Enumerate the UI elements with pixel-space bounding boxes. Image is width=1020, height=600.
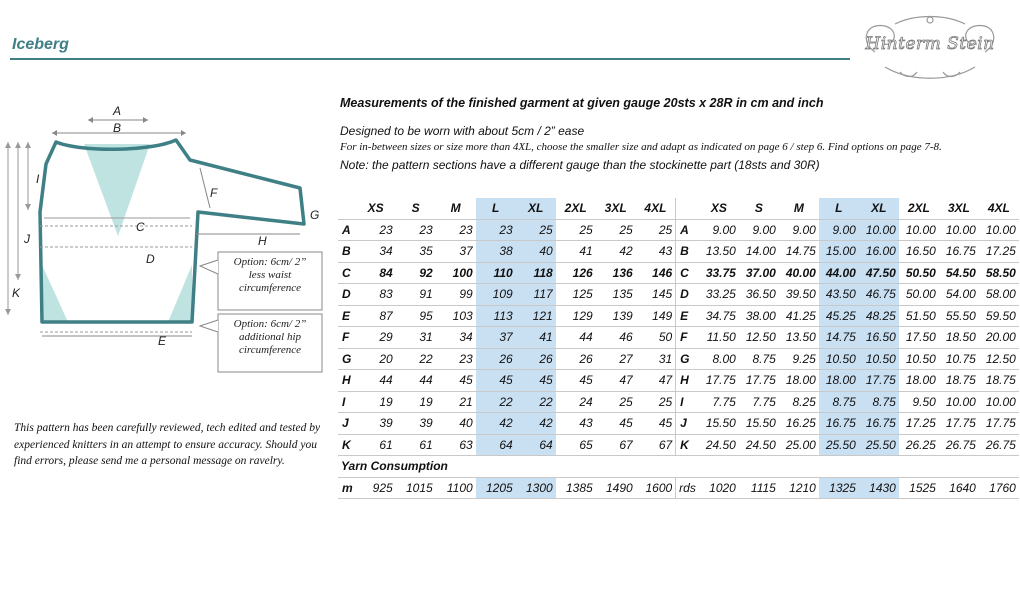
cm-value: 46 — [596, 327, 636, 349]
cm-value: 45 — [596, 413, 636, 435]
inch-value: 41.25 — [779, 305, 819, 327]
inch-value: 24.50 — [699, 434, 739, 456]
cm-value: 23 — [476, 219, 516, 241]
row-label: G — [676, 348, 699, 370]
inch-value: 9.00 — [739, 219, 779, 241]
row-label: A — [338, 219, 356, 241]
yarn-meters: 925 — [356, 477, 396, 499]
cm-value: 65 — [556, 434, 596, 456]
row-label: C — [676, 262, 699, 284]
hip-note-line: Option: 6cm/ 2” — [233, 318, 307, 330]
table-row — [338, 348, 1019, 370]
cm-value: 135 — [596, 284, 636, 306]
inch-value: 26.25 — [899, 434, 939, 456]
label-e: E — [158, 334, 167, 348]
row-label: C — [338, 262, 356, 284]
table-row — [338, 370, 1019, 392]
size-header: 2XL — [899, 198, 939, 219]
label-c: C — [136, 220, 145, 234]
yarn-meters: 1300 — [516, 477, 556, 499]
yarn-unit-label: rds — [676, 477, 699, 499]
cm-value: 45 — [636, 413, 676, 435]
inch-value: 7.75 — [699, 391, 739, 413]
inch-value: 48.25 — [859, 305, 899, 327]
inch-value: 10.00 — [859, 219, 899, 241]
cm-value: 20 — [356, 348, 396, 370]
cm-value: 61 — [396, 434, 436, 456]
header-spacer — [676, 198, 699, 219]
cm-value: 29 — [356, 327, 396, 349]
inch-value: 18.50 — [939, 327, 979, 349]
size-header: 4XL — [979, 198, 1019, 219]
inch-value: 26.75 — [939, 434, 979, 456]
size-header: S — [396, 198, 436, 219]
inch-value: 26.75 — [979, 434, 1019, 456]
size-header: XL — [516, 198, 556, 219]
yarn-yards: 1020 — [699, 477, 739, 499]
logo-text: Hinterm Stein — [865, 34, 995, 54]
cm-value: 40 — [516, 241, 556, 263]
inch-value: 59.50 — [979, 305, 1019, 327]
cm-value: 67 — [636, 434, 676, 456]
row-label: E — [676, 305, 699, 327]
yarn-meters: 1015 — [396, 477, 436, 499]
inch-value: 18.75 — [939, 370, 979, 392]
cm-value: 37 — [476, 327, 516, 349]
inch-value: 15.50 — [699, 413, 739, 435]
row-label: K — [676, 434, 699, 456]
sizes-text: For in-between sizes or size more than 4XL, choose the smaller size and adapt as indicated on page 6 / step 6. Find options on page 7-8. — [340, 141, 942, 153]
inch-value: 51.50 — [899, 305, 939, 327]
inch-value: 12.50 — [979, 348, 1019, 370]
table-row — [338, 219, 1019, 241]
cm-value: 25 — [556, 219, 596, 241]
inch-value: 40.00 — [779, 262, 819, 284]
inch-value: 13.50 — [699, 241, 739, 263]
cm-value: 34 — [356, 241, 396, 263]
inch-value: 25.00 — [779, 434, 819, 456]
sweater-diagram — [0, 100, 335, 390]
size-header: 2XL — [556, 198, 596, 219]
cm-value: 21 — [436, 391, 476, 413]
label-f: F — [210, 186, 218, 200]
inch-value: 17.75 — [699, 370, 739, 392]
inch-value: 18.00 — [779, 370, 819, 392]
inch-value: 50.00 — [899, 284, 939, 306]
title-divider — [10, 58, 850, 60]
inch-value: 10.00 — [979, 219, 1019, 241]
inch-value: 43.50 — [819, 284, 859, 306]
inch-value: 10.00 — [979, 391, 1019, 413]
cm-value: 64 — [516, 434, 556, 456]
inch-value: 8.75 — [819, 391, 859, 413]
yarn-meters: 1600 — [636, 477, 676, 499]
size-header: M — [779, 198, 819, 219]
cm-value: 110 — [476, 262, 516, 284]
cm-value: 43 — [636, 241, 676, 263]
cm-value: 47 — [596, 370, 636, 392]
inch-value: 8.00 — [699, 348, 739, 370]
size-header: L — [819, 198, 859, 219]
row-label: G — [338, 348, 356, 370]
table-row — [338, 413, 1019, 435]
waist-note-line: circumference — [238, 282, 302, 294]
cm-value: 91 — [396, 284, 436, 306]
cm-value: 109 — [476, 284, 516, 306]
ease-text: Designed to be worn with about 5cm / 2” ease — [340, 124, 585, 138]
yarn-consumption-title: Yarn Consumption — [338, 456, 1019, 478]
yarn-yards: 1325 — [819, 477, 859, 499]
cm-value: 99 — [436, 284, 476, 306]
inch-value: 10.50 — [859, 348, 899, 370]
cm-value: 44 — [396, 370, 436, 392]
cm-value: 92 — [396, 262, 436, 284]
table-row — [338, 391, 1019, 413]
inch-value: 47.50 — [859, 262, 899, 284]
cm-value: 118 — [516, 262, 556, 284]
cm-value: 26 — [476, 348, 516, 370]
cm-value: 39 — [356, 413, 396, 435]
label-d: D — [146, 252, 155, 266]
inch-value: 17.25 — [899, 413, 939, 435]
cm-value: 19 — [356, 391, 396, 413]
measurements-table — [338, 198, 1019, 499]
cm-value: 31 — [636, 348, 676, 370]
inch-value: 15.00 — [819, 241, 859, 263]
yarn-meters: 1205 — [476, 477, 516, 499]
review-note: This pattern has been carefully reviewed, tech edited and tested by experienced knitters in an attempt to ensure accuracy. Should you find errors, please send me a personal message on ravelry. — [14, 422, 321, 467]
cm-value: 22 — [476, 391, 516, 413]
cm-value: 95 — [396, 305, 436, 327]
yarn-yards: 1760 — [979, 477, 1019, 499]
inch-value: 44.00 — [819, 262, 859, 284]
table-header-row — [338, 198, 1019, 219]
label-h: H — [258, 234, 267, 248]
inch-value: 9.00 — [819, 219, 859, 241]
inch-value: 11.50 — [699, 327, 739, 349]
size-header: 4XL — [636, 198, 676, 219]
inch-value: 8.75 — [859, 391, 899, 413]
row-label: F — [338, 327, 356, 349]
inch-value: 25.50 — [859, 434, 899, 456]
inch-value: 58.50 — [979, 262, 1019, 284]
cm-value: 63 — [436, 434, 476, 456]
cm-value: 22 — [396, 348, 436, 370]
inch-value: 14.75 — [819, 327, 859, 349]
cm-value: 126 — [556, 262, 596, 284]
inch-value: 38.00 — [739, 305, 779, 327]
cm-value: 42 — [476, 413, 516, 435]
cm-value: 139 — [596, 305, 636, 327]
label-i: I — [36, 172, 40, 186]
inch-value: 9.00 — [699, 219, 739, 241]
row-label: J — [676, 413, 699, 435]
inch-value: 18.75 — [979, 370, 1019, 392]
yarn-unit-label: m — [338, 477, 356, 499]
cm-value: 23 — [436, 219, 476, 241]
cm-value: 64 — [476, 434, 516, 456]
inch-value: 9.00 — [779, 219, 819, 241]
inch-value: 9.25 — [779, 348, 819, 370]
cm-value: 35 — [396, 241, 436, 263]
yarn-yards: 1115 — [739, 477, 779, 499]
size-header: XS — [356, 198, 396, 219]
inch-value: 14.75 — [779, 241, 819, 263]
inch-value: 16.25 — [779, 413, 819, 435]
size-header: S — [739, 198, 779, 219]
cm-value: 47 — [636, 370, 676, 392]
inch-value: 17.25 — [979, 241, 1019, 263]
inch-value: 10.75 — [939, 348, 979, 370]
cm-value: 25 — [636, 219, 676, 241]
inch-value: 8.25 — [779, 391, 819, 413]
cm-value: 146 — [636, 262, 676, 284]
waist-option-note — [218, 256, 322, 295]
inch-value: 10.00 — [939, 219, 979, 241]
inch-value: 34.75 — [699, 305, 739, 327]
cm-value: 87 — [356, 305, 396, 327]
table-row — [338, 262, 1019, 284]
cm-value: 34 — [436, 327, 476, 349]
cm-value: 41 — [516, 327, 556, 349]
inch-value: 46.75 — [859, 284, 899, 306]
table-row — [338, 327, 1019, 349]
row-label: H — [676, 370, 699, 392]
inch-value: 7.75 — [739, 391, 779, 413]
yarn-meters: 1385 — [556, 477, 596, 499]
row-label: B — [338, 241, 356, 263]
inch-value: 16.75 — [859, 413, 899, 435]
cm-value: 42 — [516, 413, 556, 435]
cm-value: 113 — [476, 305, 516, 327]
yarn-meters: 1490 — [596, 477, 636, 499]
cm-value: 41 — [556, 241, 596, 263]
cm-value: 39 — [396, 413, 436, 435]
cm-value: 31 — [396, 327, 436, 349]
measurements-heading: Measurements of the finished garment at given gauge 20sts x 28R in cm and inch — [340, 96, 824, 110]
inch-value: 13.50 — [779, 327, 819, 349]
hip-option-note — [218, 318, 322, 357]
cm-value: 117 — [516, 284, 556, 306]
row-label: D — [338, 284, 356, 306]
inch-value: 55.50 — [939, 305, 979, 327]
row-label: E — [338, 305, 356, 327]
cm-value: 42 — [596, 241, 636, 263]
label-a: A — [113, 104, 122, 118]
table-row — [338, 305, 1019, 327]
waist-note-line: Option: 6cm/ 2” — [233, 256, 307, 268]
row-label: J — [338, 413, 356, 435]
table-row — [338, 434, 1019, 456]
inch-value: 16.00 — [859, 241, 899, 263]
yarn-yards: 1640 — [939, 477, 979, 499]
size-header: M — [436, 198, 476, 219]
cm-value: 38 — [476, 241, 516, 263]
cm-value: 45 — [516, 370, 556, 392]
yarn-row — [338, 477, 1019, 499]
inch-value: 8.75 — [739, 348, 779, 370]
cm-value: 19 — [396, 391, 436, 413]
inch-value: 10.50 — [899, 348, 939, 370]
hinterm-stein-logo — [855, 12, 1005, 87]
table-row — [338, 284, 1019, 306]
cm-value: 67 — [596, 434, 636, 456]
cm-value: 50 — [636, 327, 676, 349]
cm-value: 136 — [596, 262, 636, 284]
inch-value: 24.50 — [739, 434, 779, 456]
yarn-yards: 1525 — [899, 477, 939, 499]
inch-value: 37.00 — [739, 262, 779, 284]
cm-value: 44 — [556, 327, 596, 349]
inch-value: 17.75 — [979, 413, 1019, 435]
row-label: I — [676, 391, 699, 413]
inch-value: 9.50 — [899, 391, 939, 413]
inch-value: 45.25 — [819, 305, 859, 327]
cm-value: 43 — [556, 413, 596, 435]
size-header: L — [476, 198, 516, 219]
table-row — [338, 241, 1019, 263]
label-b: B — [113, 121, 122, 135]
inch-value: 16.75 — [819, 413, 859, 435]
inch-value: 16.50 — [859, 327, 899, 349]
inch-value: 39.50 — [779, 284, 819, 306]
inch-value: 33.75 — [699, 262, 739, 284]
cm-value: 25 — [596, 219, 636, 241]
cm-value: 25 — [636, 391, 676, 413]
cm-value: 145 — [636, 284, 676, 306]
inch-value: 14.00 — [739, 241, 779, 263]
row-label: D — [676, 284, 699, 306]
cm-value: 149 — [636, 305, 676, 327]
inch-value: 33.25 — [699, 284, 739, 306]
inch-value: 50.50 — [899, 262, 939, 284]
inch-value: 10.50 — [819, 348, 859, 370]
row-label: A — [676, 219, 699, 241]
cm-value: 45 — [436, 370, 476, 392]
cm-value: 121 — [516, 305, 556, 327]
inch-value: 17.75 — [859, 370, 899, 392]
inch-value: 54.00 — [939, 284, 979, 306]
cm-value: 25 — [596, 391, 636, 413]
yarn-title-row — [338, 456, 1019, 478]
inch-value: 17.75 — [939, 413, 979, 435]
size-header: XL — [859, 198, 899, 219]
size-header: 3XL — [596, 198, 636, 219]
gauge-note: Note: the pattern sections have a different gauge than the stockinette part (18sts and 30R) — [340, 158, 820, 172]
hip-note-line: additional hip — [238, 331, 302, 343]
row-label: K — [338, 434, 356, 456]
yarn-meters: 1100 — [436, 477, 476, 499]
cm-value: 23 — [356, 219, 396, 241]
row-label: H — [338, 370, 356, 392]
cm-value: 26 — [516, 348, 556, 370]
cm-value: 22 — [516, 391, 556, 413]
cm-value: 26 — [556, 348, 596, 370]
inch-value: 16.50 — [899, 241, 939, 263]
inch-value: 17.50 — [899, 327, 939, 349]
header-corner — [338, 198, 356, 219]
inch-value: 15.50 — [739, 413, 779, 435]
cm-value: 37 — [436, 241, 476, 263]
row-label: F — [676, 327, 699, 349]
row-label: I — [338, 391, 356, 413]
row-label: B — [676, 241, 699, 263]
inch-value: 54.50 — [939, 262, 979, 284]
waist-note-line: less waist — [248, 269, 292, 281]
cm-value: 40 — [436, 413, 476, 435]
document-title: Iceberg — [12, 36, 69, 53]
label-k: K — [12, 286, 21, 300]
cm-value: 25 — [516, 219, 556, 241]
inch-value: 10.00 — [899, 219, 939, 241]
yarn-yards: 1430 — [859, 477, 899, 499]
yarn-yards: 1210 — [779, 477, 819, 499]
cm-value: 23 — [396, 219, 436, 241]
inch-value: 25.50 — [819, 434, 859, 456]
label-g: G — [310, 208, 320, 222]
cm-value: 27 — [596, 348, 636, 370]
cm-value: 83 — [356, 284, 396, 306]
inch-value: 10.00 — [939, 391, 979, 413]
cm-value: 125 — [556, 284, 596, 306]
cm-value: 100 — [436, 262, 476, 284]
cm-value: 24 — [556, 391, 596, 413]
inch-value: 18.00 — [819, 370, 859, 392]
cm-value: 23 — [436, 348, 476, 370]
cm-value: 45 — [556, 370, 596, 392]
inch-value: 36.50 — [739, 284, 779, 306]
cm-value: 45 — [476, 370, 516, 392]
hip-note-line: circumference — [238, 344, 302, 356]
cm-value: 84 — [356, 262, 396, 284]
inch-value: 20.00 — [979, 327, 1019, 349]
cm-value: 44 — [356, 370, 396, 392]
size-header: XS — [699, 198, 739, 219]
inch-value: 58.00 — [979, 284, 1019, 306]
size-header: 3XL — [939, 198, 979, 219]
inch-value: 12.50 — [739, 327, 779, 349]
inch-value: 18.00 — [899, 370, 939, 392]
inch-value: 16.75 — [939, 241, 979, 263]
cm-value: 129 — [556, 305, 596, 327]
cm-value: 61 — [356, 434, 396, 456]
cm-value: 103 — [436, 305, 476, 327]
label-j: J — [24, 232, 30, 246]
inch-value: 17.75 — [739, 370, 779, 392]
